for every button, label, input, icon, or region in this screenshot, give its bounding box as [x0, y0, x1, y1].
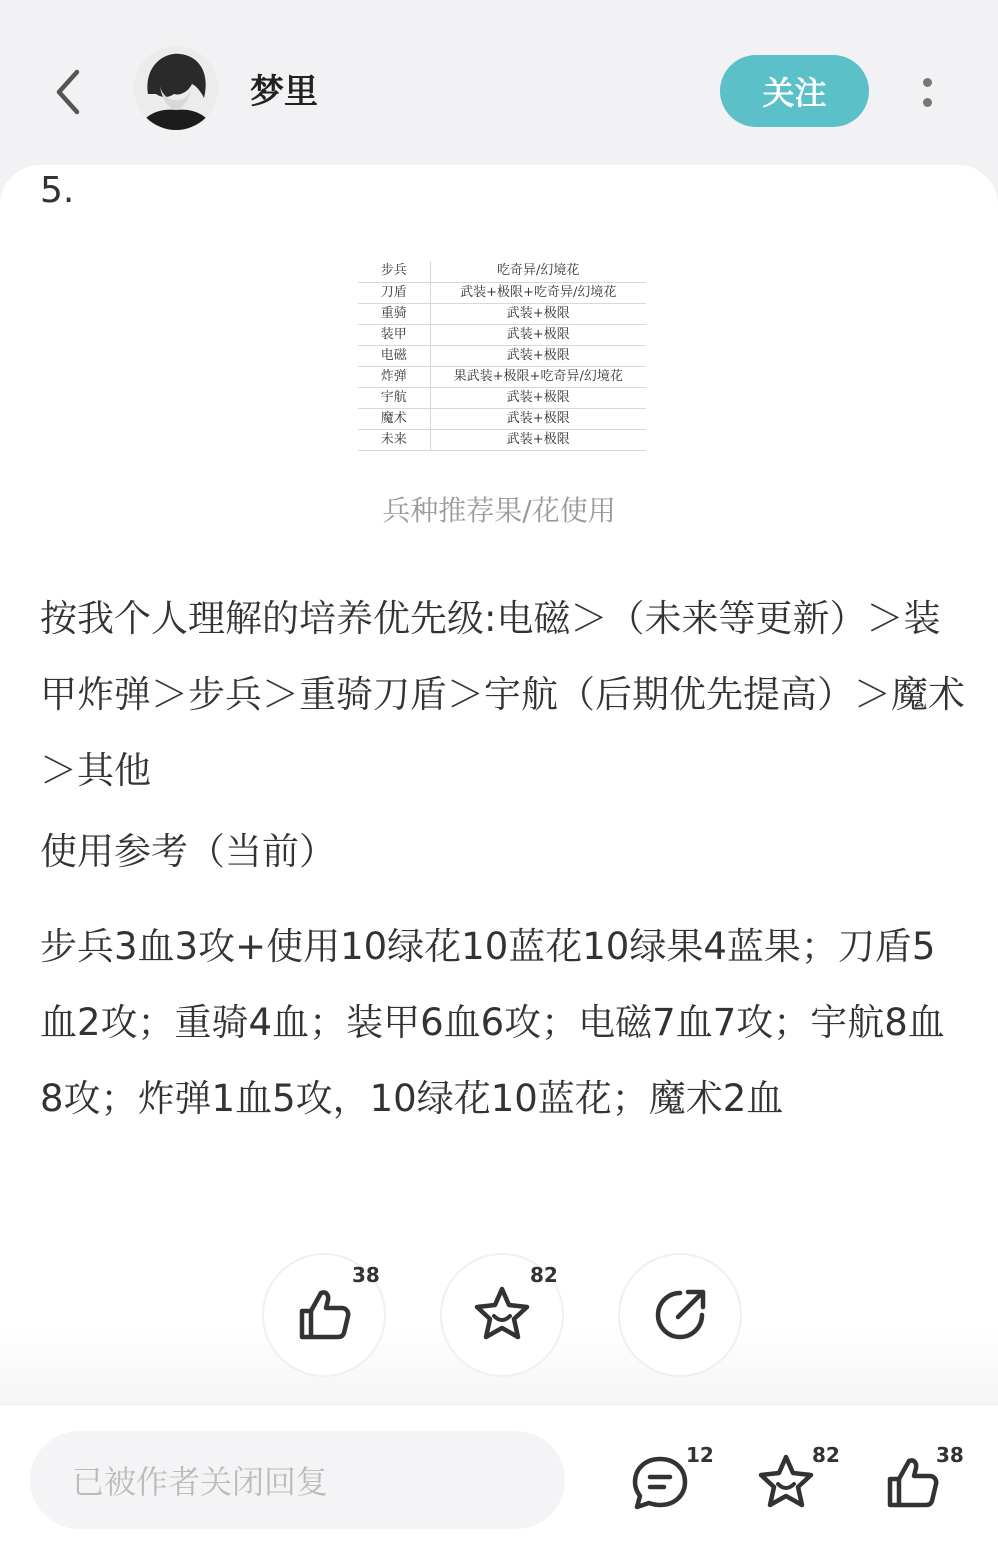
image-caption: 兵种推荐果/花使用	[382, 494, 616, 527]
recommendation-cell: 武装+极限	[430, 303, 646, 324]
unit-name-cell: 炸弹	[358, 366, 430, 387]
post-content	[0, 165, 998, 1405]
table-row	[358, 429, 646, 450]
post-actions	[0, 1253, 998, 1383]
priority-paragraph: 按我个人理解的培养优先级:电磁＞（未来等更新）＞装甲炸弹＞步兵＞重骑刀盾＞宇航（后期优先提高）＞魔术＞其他	[40, 597, 965, 792]
more-vertical-icon	[923, 78, 932, 87]
star-smile-icon	[471, 1284, 533, 1346]
author-name[interactable]: 梦里	[250, 72, 318, 112]
post-header	[0, 18, 998, 166]
unit-name-cell: 魔术	[358, 408, 430, 429]
unit-name-cell: 电磁	[358, 345, 430, 366]
bottom-bar	[0, 1404, 998, 1548]
recommendation-cell: 吃奇异/幻境花	[430, 261, 646, 282]
comment-button[interactable]	[620, 1443, 714, 1523]
unit-name-cell: 宇航	[358, 387, 430, 408]
comment-count: 12	[686, 1443, 714, 1467]
recommendation-table	[358, 261, 646, 451]
recommendation-cell: 武装+极限+吃奇异/幻境花	[430, 282, 646, 303]
share-icon	[650, 1285, 710, 1345]
favorite-bar-button[interactable]	[746, 1443, 840, 1523]
chevron-left-icon	[53, 68, 83, 116]
usage-paragraph: 步兵3血3攻+使用10绿花10蓝花10绿果4蓝果；刀盾5血2攻；重骑4血；装甲6血6攻；电磁7血7攻；宇航8血8攻；炸弹1血5攻，10绿花10蓝花；魔术2血	[40, 925, 945, 1120]
recommendation-cell: 武装+极限	[430, 345, 646, 366]
table-row	[358, 387, 646, 408]
table-row	[358, 324, 646, 345]
recommendation-cell: 果武装+极限+吃奇异/幻境花	[430, 366, 646, 387]
like-bar-count: 38	[936, 1443, 964, 1467]
like-bar-button[interactable]	[872, 1443, 964, 1523]
table-row	[358, 366, 646, 387]
recommendation-cell: 武装+极限	[430, 408, 646, 429]
recommendation-cell: 武装+极限	[430, 324, 646, 345]
unit-name-cell: 装甲	[358, 324, 430, 345]
star-smile-icon	[755, 1452, 817, 1514]
recommendation-cell: 武装+极限	[430, 387, 646, 408]
table-row	[358, 282, 646, 303]
follow-button[interactable]: 关注	[720, 55, 869, 127]
more-button[interactable]	[912, 68, 942, 116]
unit-name-cell: 重骑	[358, 303, 430, 324]
reply-input[interactable]: 已被作者关闭回复	[30, 1431, 565, 1529]
back-button[interactable]	[48, 68, 88, 116]
favorite-button[interactable]	[440, 1253, 564, 1377]
table-row	[358, 261, 646, 282]
unit-name-cell: 未来	[358, 429, 430, 450]
like-count: 38	[352, 1263, 380, 1287]
table-row	[358, 303, 646, 324]
avatar-image	[134, 46, 218, 130]
step-number: 5.	[40, 170, 75, 211]
usage-heading: 使用参考（当前）	[40, 830, 336, 873]
recommendation-cell: 武装+极限	[430, 429, 646, 450]
author-avatar[interactable]	[134, 46, 218, 130]
comment-icon	[630, 1453, 690, 1513]
favorite-count: 82	[530, 1263, 558, 1287]
thumbs-up-icon	[294, 1285, 354, 1345]
recommendation-table-image[interactable]	[358, 261, 646, 451]
thumbs-up-icon	[882, 1453, 942, 1513]
favorite-bar-count: 82	[812, 1443, 840, 1467]
unit-name-cell: 刀盾	[358, 282, 430, 303]
table-row	[358, 408, 646, 429]
table-row	[358, 345, 646, 366]
like-button[interactable]	[262, 1253, 386, 1377]
share-button[interactable]	[618, 1253, 742, 1377]
unit-name-cell: 步兵	[358, 261, 430, 282]
